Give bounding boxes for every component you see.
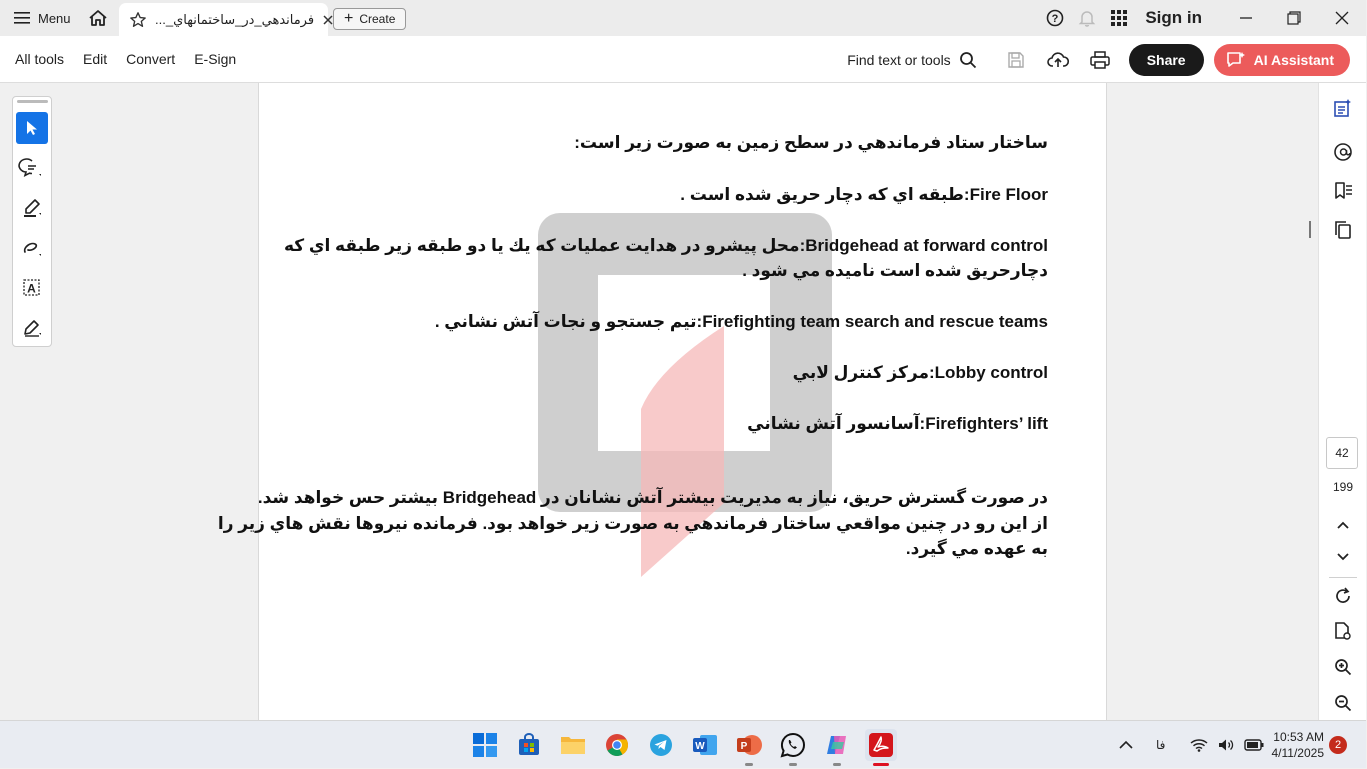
bookmarks-panel-button[interactable] [1329,177,1357,205]
volume-icon [1218,738,1234,752]
comment-tool-button[interactable] [16,152,48,184]
doc-line-4: دچارحريق شده است ناميده مي شود . [742,261,1048,280]
text-box-icon [22,278,42,298]
powerpoint-icon [736,733,762,757]
chevron-down-icon [1336,552,1350,562]
home-button[interactable] [78,0,118,36]
signature-pen-icon [22,318,42,338]
taskbar-chrome[interactable] [601,729,633,761]
svg-text:P: P [740,741,748,752]
bookmark-icon [1333,181,1353,201]
home-icon [88,9,108,27]
taskbar-telegram[interactable] [645,729,677,761]
doc-line-8: در صورت گسترش حريق، نياز به مديريت بيشتر آتش نشانان در Bridgehead بيشتر حس خواهد شد. [257,488,1048,507]
edit-document-icon [1333,98,1353,118]
system-tray-icons[interactable] [1190,721,1264,769]
taskbar-acrobat[interactable] [865,729,897,761]
save-button[interactable] [995,36,1037,83]
doc-line-1: ساختار ستاد فرماندهي در سطح زمين به صورت زير است: [574,133,1048,152]
comment-icon [22,159,42,177]
main-toolbar [0,36,1366,83]
doc-line-2: Fire Floor:طبقه اي كه دچار حريق شده است . [680,185,1048,204]
doc-line-10: به عهده مي گيرد. [905,539,1048,558]
menu-button[interactable] [0,0,85,36]
running-indicator [789,763,797,766]
doc-line-3: Bridgehead at forward control:محل پيشرو در هدايت عمليات كه يك يا دو طبقه زير طبقه اي كه [283,236,1048,255]
cursor-arrow-icon [25,120,39,136]
clock-date: 4/11/2025 [1271,746,1324,760]
search-icon [959,51,977,69]
svg-text:W: W [695,741,705,752]
title-bar [0,0,1366,36]
chevron-up-icon [1118,740,1134,750]
start-button[interactable] [469,729,501,761]
upload-button[interactable] [1037,36,1079,83]
document-tab[interactable] [119,3,328,36]
svg-text:A: A [27,281,36,296]
document-settings-icon [1334,621,1352,641]
doc-line-6: Lobby control:مركز كنترل لابي [792,363,1048,382]
zoom-out-button[interactable] [1329,689,1357,717]
highlight-tool-button[interactable] [16,192,48,224]
chrome-icon [605,733,629,757]
sign-in-button[interactable]: Sign in [1145,8,1202,27]
minimize-button[interactable] [1222,0,1270,36]
menu-e-sign[interactable]: E-Sign [194,51,237,67]
select-tool-button[interactable] [16,112,48,144]
create-button[interactable] [333,8,406,30]
bell-icon [1079,9,1095,27]
cloud-upload-icon [1047,51,1069,69]
chevron-up-icon [1336,520,1350,530]
svg-text:?: ? [1051,13,1059,25]
ai-assistant-label: AI Assistant [1253,51,1334,68]
print-button[interactable] [1079,36,1121,83]
clock-button[interactable] [1262,729,1324,761]
menu-edit[interactable]: Edit [83,51,108,67]
taskbar-whatsapp[interactable] [777,729,809,761]
tab-title: فرماندهي_در_ساختمانهاي_... [155,11,315,27]
pages-panel-button[interactable] [1329,216,1357,244]
restore-icon [1287,11,1301,25]
minimize-icon [1239,11,1253,25]
copilot-icon [824,733,850,757]
close-window-button[interactable] [1318,0,1366,36]
close-icon [1335,11,1349,25]
input-language-button[interactable]: فا [1156,738,1166,752]
edit-pdf-panel-button[interactable] [1329,94,1357,122]
panel-grip[interactable] [17,100,48,103]
total-pages: 199 [1332,480,1354,494]
battery-icon [1244,739,1264,751]
rotate-button[interactable] [1329,582,1357,610]
menu-convert[interactable]: Convert [126,51,176,67]
zoom-out-icon [1334,694,1352,712]
copy-pages-icon [1333,220,1353,240]
next-page-button[interactable] [1329,543,1357,571]
taskbar-copilot[interactable] [821,729,853,761]
vertical-scrollbar-thumb[interactable] [1309,221,1311,238]
quick-tools-panel [12,96,52,347]
doc-line-5: Firefighting team search and rescue teams:تيم جستجو و نجات آتش نشاني . [434,312,1048,331]
taskbar-file-explorer[interactable] [557,729,589,761]
pdf-page[interactable] [217,83,1107,720]
whatsapp-icon [780,732,806,758]
menu-label: Menu [38,10,71,26]
running-indicator [833,763,841,766]
wifi-icon [1190,738,1208,752]
document-viewer[interactable] [0,83,1318,720]
right-rail [1318,83,1366,720]
doc-line-9: از اين رو در چنين مواقعي ساختار فرماندهي به صورت زير خواهد بود. فرمانده نيروها نقش هاي زير را [217,514,1048,533]
zoom-in-button[interactable] [1329,653,1357,681]
find-label: Find text or tools [847,51,951,68]
share-button[interactable]: Share [1129,44,1204,76]
clock-time: 10:53 AM [1273,730,1324,744]
text-box-tool-button[interactable] [16,272,48,304]
rail-divider [1329,577,1357,578]
highlighter-icon [22,198,42,218]
show-hidden-icons-button[interactable] [1118,721,1134,769]
apps-button[interactable] [1103,0,1135,36]
folder-icon [560,734,586,756]
windows-logo-icon [473,733,497,757]
save-icon [1007,51,1025,69]
notifications-button[interactable] [1071,0,1103,36]
ai-assistant-button[interactable] [1214,44,1350,76]
comments-panel-button[interactable] [1329,138,1357,166]
word-icon [692,733,718,757]
acrobat-watermark-icon [538,213,832,512]
taskbar-powerpoint[interactable] [733,729,765,761]
menu-all-tools[interactable]: All tools [15,51,65,67]
taskbar-store[interactable] [513,729,545,761]
rotate-icon [1334,587,1352,605]
help-button[interactable] [1039,0,1071,36]
sign-tool-button[interactable] [16,312,48,344]
notification-badge[interactable]: 2 [1329,736,1347,754]
print-icon [1090,51,1110,69]
find-tools-button[interactable] [847,51,977,69]
telegram-icon [649,733,673,757]
taskbar-word[interactable] [689,729,721,761]
active-indicator [873,763,889,766]
page-settings-button[interactable] [1329,617,1357,645]
running-indicator [745,763,753,766]
star-icon[interactable] [129,11,147,29]
current-page-input[interactable]: 42 [1326,437,1358,469]
help-icon [1046,9,1064,27]
maximize-button[interactable] [1270,0,1318,36]
comment-at-icon [1333,142,1353,162]
zoom-in-icon [1334,658,1352,676]
plus-icon: + [344,10,354,27]
freehand-draw-icon [22,239,42,257]
windows-taskbar [0,720,1366,768]
hamburger-icon [14,11,30,25]
create-label: Create [359,12,396,26]
draw-tool-button[interactable] [16,232,48,264]
store-icon [517,733,541,757]
ai-assistant-icon [1226,51,1246,69]
apps-grid-icon [1111,10,1127,26]
acrobat-icon [869,733,893,757]
doc-line-7: Firefighters’ lift:آسانسور آتش نشاني [747,414,1048,433]
previous-page-button[interactable] [1329,511,1357,539]
